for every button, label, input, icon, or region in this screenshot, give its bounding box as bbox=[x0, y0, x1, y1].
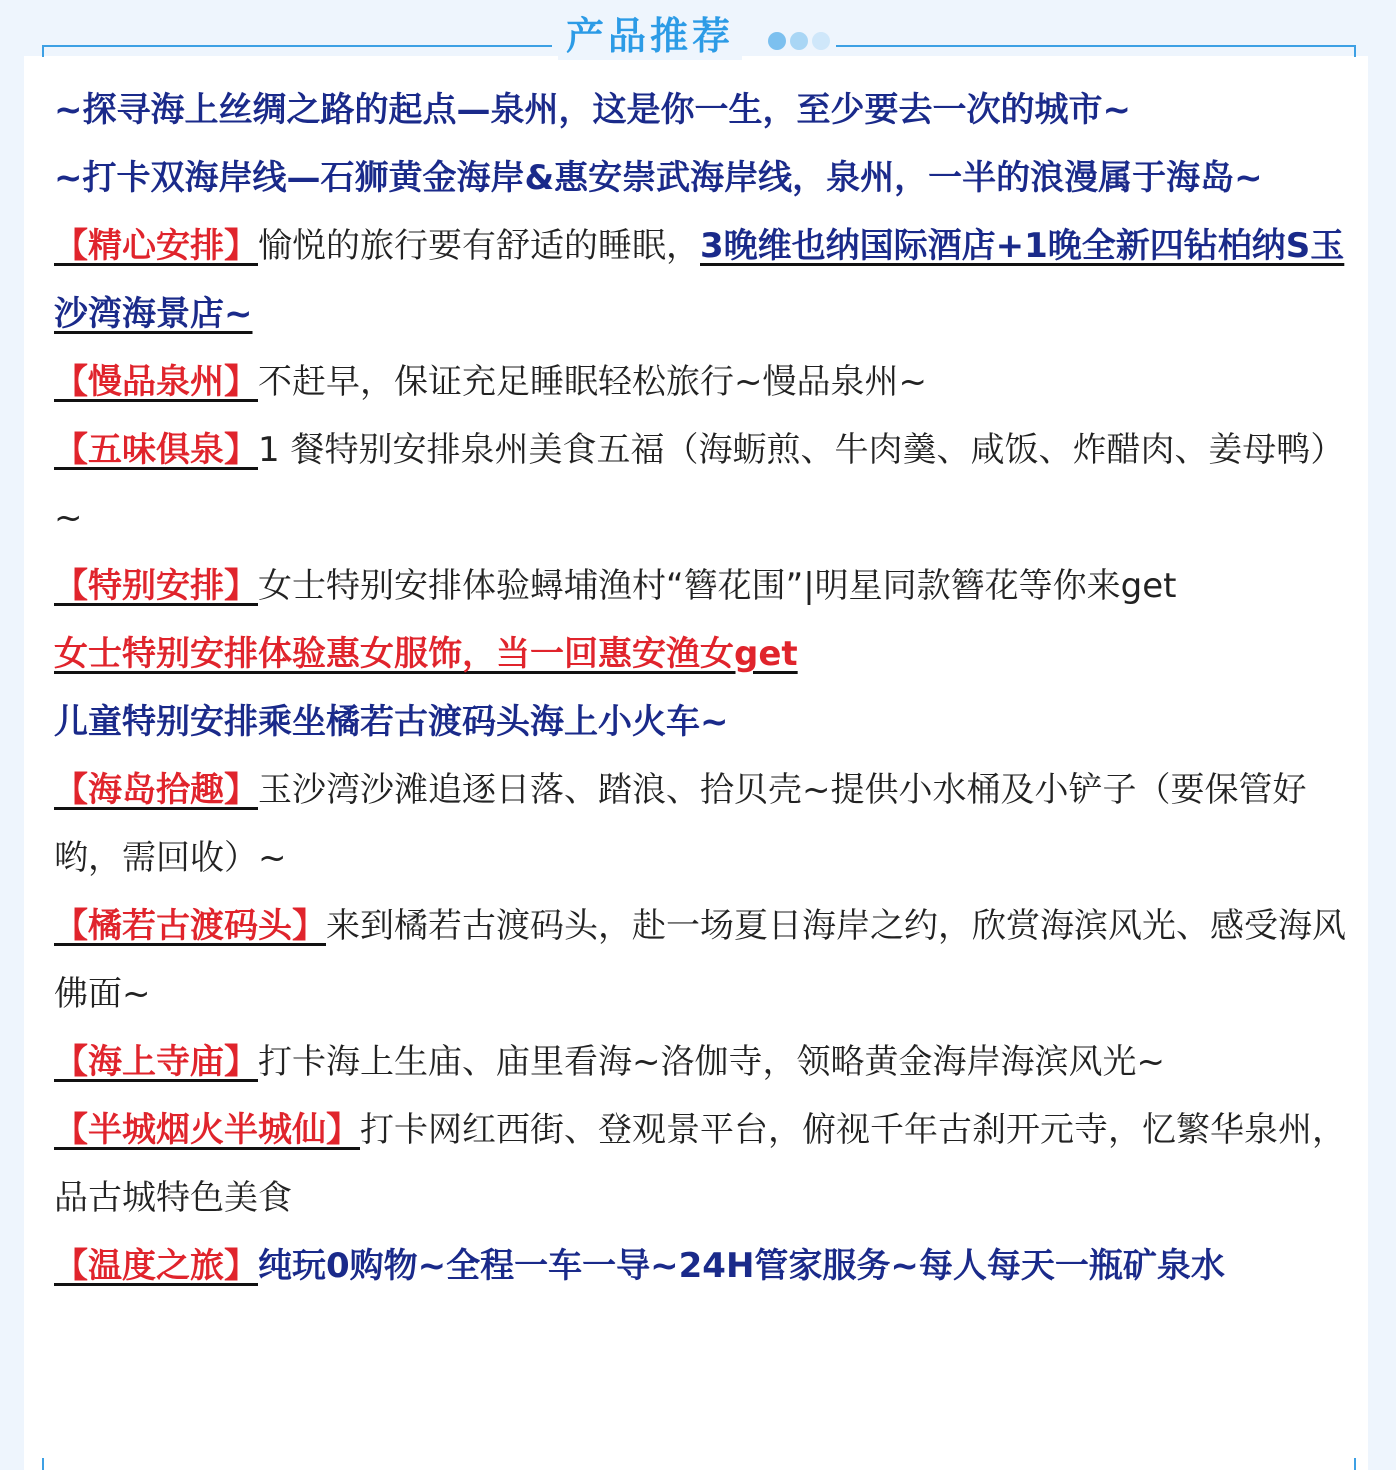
frame-bottom-right-tick bbox=[1354, 1458, 1356, 1470]
item-tag: 【温度之旅】 bbox=[54, 1246, 258, 1286]
item-special-children-line: 儿童特别安排乘坐橘若古渡码头海上小火车~ bbox=[54, 702, 729, 742]
item-text: 愉悦的旅行要有舒适的睡眠， bbox=[258, 226, 700, 266]
item-tag: 【五味俱泉】 bbox=[54, 430, 258, 470]
hotel-highlight: 3晚维也纳国际酒店+1晚全新四钻柏纳S玉沙湾海景店~ bbox=[54, 226, 1345, 334]
item-ancient-pier bbox=[54, 892, 1346, 1028]
item-island-fun bbox=[54, 756, 1346, 892]
frame-bottom-left-tick bbox=[42, 1458, 44, 1470]
item-sea-temple bbox=[54, 1028, 1346, 1096]
item-half-city bbox=[54, 1096, 1346, 1232]
section-header bbox=[0, 6, 1396, 62]
product-recommendation-text bbox=[54, 76, 1346, 1300]
item-tag: 【橘若古渡码头】 bbox=[54, 906, 326, 946]
item-text: 打卡海上生庙、庙里看海~洛伽寺，领略黄金海岸海滨风光~ bbox=[258, 1042, 1165, 1082]
item-text: 打卡网红西街、登观景平台，俯视千年古刹开元寺，忆繁华泉州，品古城特色美食 bbox=[54, 1110, 1346, 1218]
item-text: 玉沙湾沙滩追逐日落、踏浪、拾贝壳~提供小水桶及小铲子（要保管好哟，需回收）~ bbox=[54, 770, 1307, 878]
item-tag: 【精心安排】 bbox=[54, 226, 258, 266]
item-five-flavors bbox=[54, 416, 1346, 552]
intro-line-1: ~探寻海上丝绸之路的起点—泉州，这是你一生，至少要去一次的城市~ bbox=[54, 90, 1131, 130]
item-text: 女士特别安排体验蟳埔渔村“簪花围”|明星同款簪花等你来get bbox=[258, 566, 1177, 606]
item-special-arrangement bbox=[54, 552, 1346, 620]
item-careful-arrangement bbox=[54, 212, 1346, 348]
item-slow-quanzhou bbox=[54, 348, 1346, 416]
item-text: 纯玩0购物~全程一车一导~24H管家服务~每人每天一瓶矿泉水 bbox=[258, 1246, 1225, 1286]
item-tag: 【特别安排】 bbox=[54, 566, 258, 606]
item-warm-journey bbox=[54, 1232, 1346, 1300]
dot-icon bbox=[812, 32, 830, 50]
item-tag: 【慢品泉州】 bbox=[54, 362, 258, 402]
item-tag: 【海岛拾趣】 bbox=[54, 770, 258, 810]
item-text: 来到橘若古渡码头，赴一场夏日海岸之约，欣赏海滨风光、感受海风佛面~ bbox=[54, 906, 1346, 1014]
dot-icon bbox=[790, 32, 808, 50]
section-title: 产品推荐 bbox=[558, 12, 742, 60]
huinv-highlight: 女士特别安排体验惠女服饰，当一回惠安渔女get bbox=[54, 634, 798, 674]
item-tag: 【海上寺庙】 bbox=[54, 1042, 258, 1082]
decorative-dots-icon bbox=[768, 32, 834, 52]
dot-icon bbox=[768, 32, 786, 50]
item-tag: 【半城烟火半城仙】 bbox=[54, 1110, 360, 1150]
item-text: 不赶早，保证充足睡眠轻松旅行~慢品泉州~ bbox=[258, 362, 927, 402]
intro-line-2: ~打卡双海岸线—石狮黄金海岸&惠安崇武海岸线，泉州，一半的浪漫属于海岛~ bbox=[54, 158, 1263, 198]
item-special-red-line bbox=[54, 620, 1346, 688]
item-text: 1 餐特别安排泉州美食五福（海蛎煎、牛肉羹、咸饭、炸醋肉、姜母鸭）~ bbox=[54, 430, 1345, 538]
